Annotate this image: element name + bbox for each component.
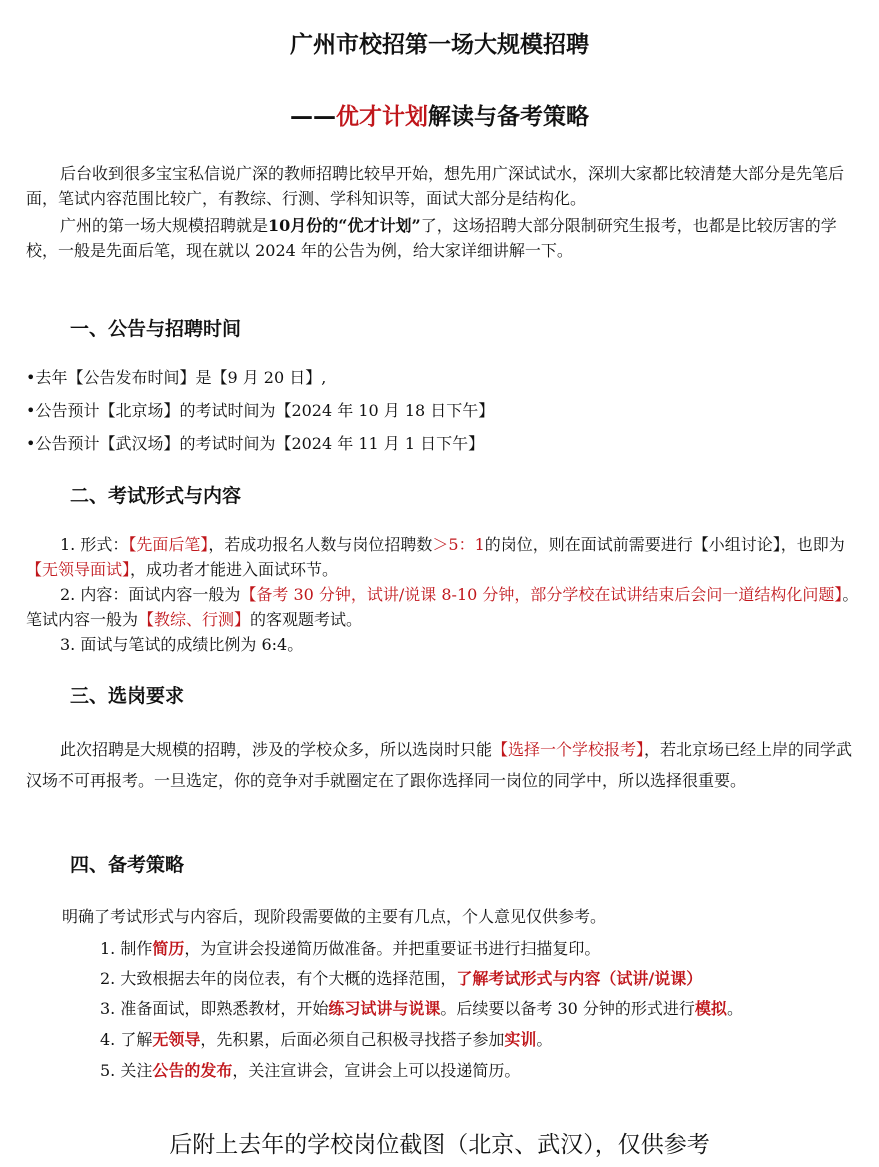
s3-c: ，若北京场已经上岸的同学武汉场不可再报考。一旦选定，你的竞争对手就圈定在了跟你选择同一岗位的同学中，所以选择很重要。 (26, 740, 853, 790)
s2i2-c: 。笔试内容一般为 (26, 585, 859, 629)
section2-item-3: 3. 面试与笔试的成绩比例为 6:4。 (60, 635, 304, 654)
section1-bullet-2: •公告预计【北京场】的考试时间为【2024 年 10 月 18 日下午】 (26, 401, 495, 420)
intro-p2-text-c: 了，这场招聘大部分限制研究生报考，也都是比较厉害的学校，一般是先面后笔，现在就以 2024 年的公告为例，给大家详细讲解一下。 (26, 216, 837, 260)
footer-note: 后附上去年的学校岗位截图（北京、武汉），仅供参考 (169, 1132, 710, 1158)
s2i2-b: 【备考 30 分钟，试讲/说课 8-10 分钟，部分学校在试讲结束后会问一道结构化问题】 (240, 585, 843, 604)
s4i1-b: 简历 (152, 939, 185, 958)
intro-paragraph-2 (26, 213, 866, 263)
s4i2-a: 2. 大致根据去年的岗位表，有个大概的选择范围， (100, 969, 457, 988)
s4i3-e: 。 (726, 999, 743, 1018)
s4i5-c: ，关注宣讲会，宣讲会上可以投递简历。 (232, 1061, 521, 1080)
s4i1-a: 1. 制作 (100, 939, 153, 958)
subtitle-highlight: 优才计划 (336, 104, 428, 130)
s2i1-f: 【无领导面试】 (26, 560, 131, 579)
section4-item-1 (100, 936, 600, 959)
s4i4-d: 实训 (504, 1030, 537, 1049)
s4i3-c: 。后续要以备考 30 分钟的形式进行 (440, 999, 695, 1018)
s2i1-g: ，成功者才能进入面试环节。 (130, 560, 339, 579)
s2i1-c: ，若成功报名人数与岗位招聘数 (208, 535, 433, 554)
intro-p2-bold: 10月份的“优才计划” (268, 216, 421, 235)
s3-a: 此次招聘是大规模的招聘，涉及的学校众多，所以选岗时只能 (60, 740, 493, 759)
s3-b: 【选择一个学校报考】 (492, 740, 645, 759)
page-title: 广州市校招第一场大规模招聘 (290, 32, 589, 58)
s4i4-b: 无领导 (152, 1030, 201, 1049)
section2-item-2 (26, 582, 866, 632)
intro-paragraph-1: 后台收到很多宝宝私信说广深的教师招聘比较早开始，想先用广深试试水，深圳大家都比较清楚大部分是先笔后面，笔试内容范围比较广，有教综、行测、学科知识等，面试大部分是结构化。 (26, 164, 845, 208)
section4-heading: 四、备考策略 (70, 854, 185, 876)
s2i2-a: 2. 内容：面试内容一般为 (60, 585, 241, 604)
s4i4-a: 4. 了解 (100, 1030, 153, 1049)
s2i1-b: 【先面后笔】 (128, 535, 209, 554)
section3-paragraph (26, 734, 866, 796)
section2-item-1 (26, 532, 866, 582)
section3-heading: 三、选岗要求 (70, 685, 185, 707)
s4i3-d: 模拟 (694, 999, 727, 1018)
s4i4-e: 。 (536, 1030, 553, 1049)
section4-item-3 (100, 996, 743, 1019)
section4-item-5 (100, 1058, 520, 1081)
intro-p2-text-a: 广州的第一场大规模招聘就是 (60, 216, 269, 235)
s4i5-b: 公告的发布 (152, 1061, 233, 1080)
section4-item-2 (100, 966, 702, 989)
s2i1-d: ＞5：1 (432, 535, 485, 554)
s2i1-a: 1. 形式： (60, 535, 129, 554)
section1-bullet-1: •去年【公告发布时间】是【9 月 20 日】, (26, 368, 327, 387)
section4-item-4 (100, 1027, 552, 1050)
s4i1-c: ，为宣讲会投递简历做准备。并把重要证书进行扫描复印。 (184, 939, 601, 958)
s2i2-d: 【教综、行测】 (138, 610, 251, 629)
s4i2-b: 了解考试形式与内容（试讲/说课） (456, 969, 703, 988)
s4i3-b: 练习试讲与说课 (328, 999, 441, 1018)
s4i3-a: 3. 准备面试，即熟悉教材，开始 (100, 999, 329, 1018)
section1-bullet-3: •公告预计【武汉场】的考试时间为【2024 年 11 月 1 日下午】 (26, 434, 485, 453)
section4-intro: 明确了考试形式与内容后，现阶段需要做的主要有几点，个人意见仅供参考。 (62, 907, 607, 926)
s2i2-e: 的客观题考试。 (250, 610, 363, 629)
page-subtitle (0, 98, 879, 131)
s4i5-a: 5. 关注 (100, 1061, 153, 1080)
subtitle-suffix: 解读与备考策略 (428, 104, 589, 130)
s4i4-c: ，先积累，后面必须自己积极寻找搭子参加 (200, 1030, 505, 1049)
section1-heading: 一、公告与招聘时间 (70, 318, 242, 340)
s2i1-e: 的岗位，则在面试前需要进行【小组讨论】，也即为 (484, 535, 845, 554)
section2-heading: 二、考试形式与内容 (70, 485, 242, 507)
subtitle-prefix: —— (290, 104, 336, 130)
